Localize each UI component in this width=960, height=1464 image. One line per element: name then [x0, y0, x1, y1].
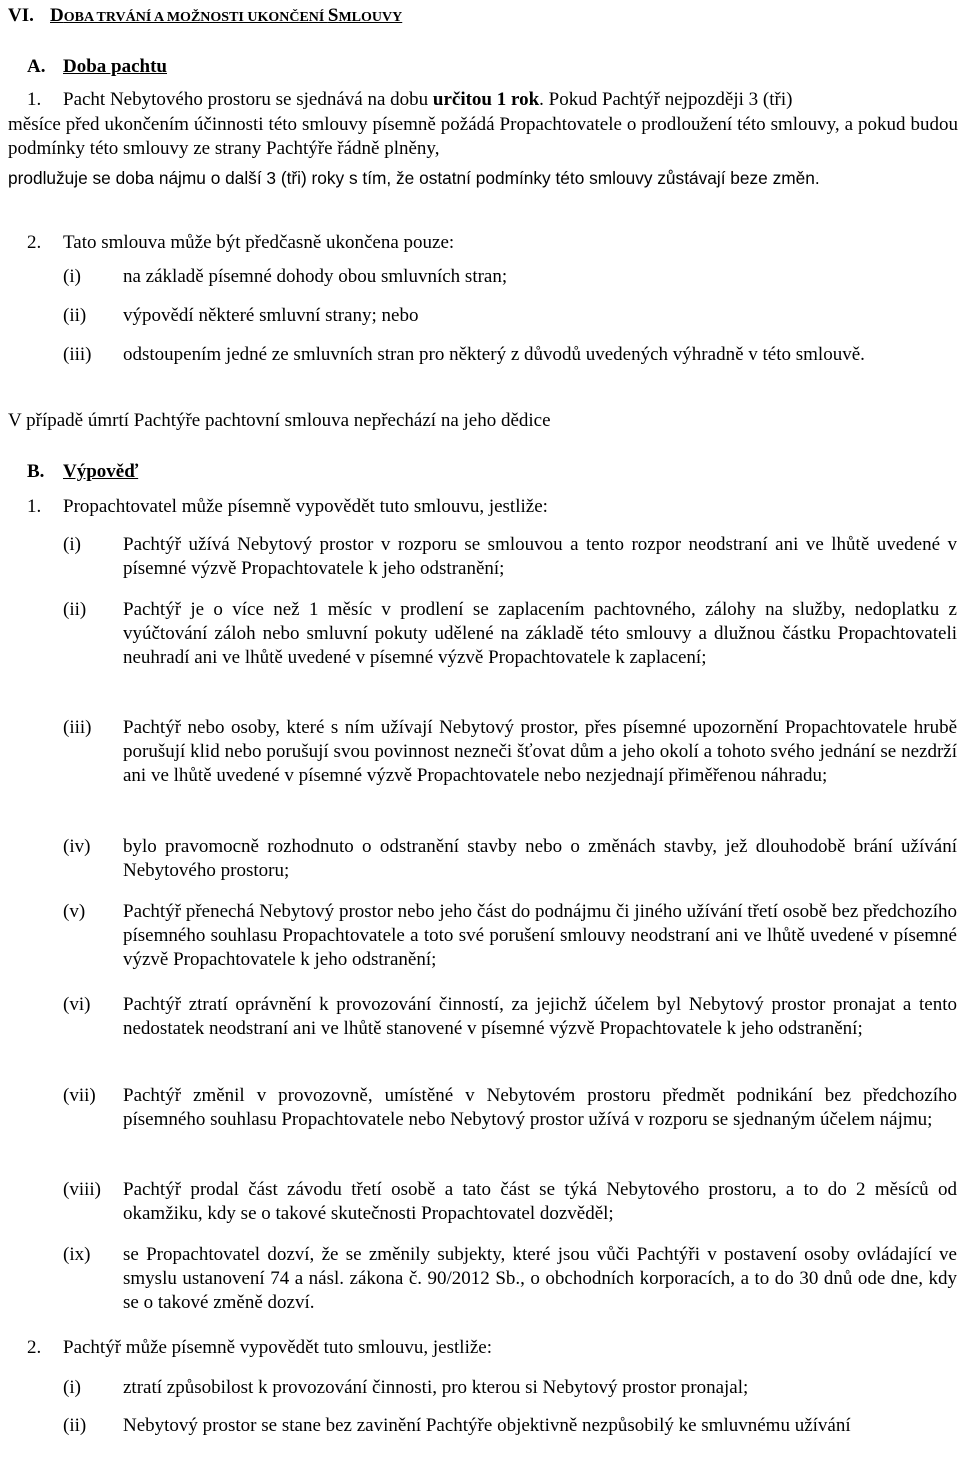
- item-marker: (i): [63, 1377, 81, 1398]
- list-item: [63, 304, 957, 328]
- item-marker: (ii): [63, 305, 87, 326]
- section-title-part: MLOUVY: [338, 10, 403, 25]
- clause-text: Pacht Nebytového prostoru se sjednává na dobu: [63, 89, 433, 110]
- clause-text: Propachtovatel může písemně vypovědět tuto smlouvu, jestliže:: [63, 496, 548, 517]
- item-marker: (i): [63, 534, 81, 555]
- item-marker: (vii): [63, 1085, 96, 1106]
- death-clause: V případě úmrtí Pachtýře pachtovní smlouva nepřechází na jeho dědice: [8, 410, 551, 431]
- item-text: Pachtýř změnil v provozovně, umístěné v Nebytovém prostoru předmět podnikání bez předchozího písemného souhlasu Propachtovatele nebo Nebytový prostor užívá v rozporu se sjednaným účelem nájmu;: [123, 1085, 957, 1130]
- section-title: [50, 5, 402, 26]
- list-item: [63, 716, 957, 788]
- item-text: Nebytový prostor se stane bez zavinění Pachtýře objektivně nezpůsobilý ke smluvnému užívání: [123, 1415, 851, 1436]
- list-item: [63, 533, 957, 581]
- item-text: Pachtýř nebo osoby, které s ním užívají Nebytový prostor, přes písemné upozornění Propachtovatele hrubě porušují klid nebo porušují svou povinnost nezneči šťovat dům a jeho okolí a tohoto svého jednání se nezdrží ani ve lhůtě uvedené v písemné výzvě Propachtovatele nebo nezjednají přiměřenou náhradu;: [123, 717, 957, 786]
- item-text: na základě písemné dohody obou smluvních stran;: [123, 266, 508, 287]
- clause-text: Pachtýř může písemně vypovědět tuto smlouvu, jestliže:: [63, 1337, 492, 1358]
- item-text: Pachtýř je o více než 1 měsíc v prodlení se zaplacením pachtovného, zálohy na služby, nedoplatku z vyúčtování záloh nebo smluvní pokuty udělené na základě této smlouvy a dlužnou částku Propachtovateli neuhradí ani ve lhůtě uvedené v písemné výzvě Propachtovatele k zaplacení;: [123, 599, 957, 668]
- item-marker: (iv): [63, 836, 91, 857]
- subsection-b-heading: [27, 460, 138, 484]
- list-item: [63, 265, 957, 289]
- clause-a1-first-line: [27, 88, 957, 112]
- list-item: [63, 598, 957, 670]
- list-item: [63, 1084, 957, 1132]
- section-title-part: S: [327, 5, 339, 26]
- clause-text: . Pokud Pachtýř nejpozději 3 (tři): [539, 89, 793, 110]
- clause-text-bold: určitou 1 rok: [432, 89, 540, 110]
- list-item: [63, 1376, 957, 1400]
- subsection-title: Doba pachtu: [63, 56, 167, 77]
- clause-b2: [27, 1336, 957, 1360]
- item-marker: (iii): [63, 717, 92, 738]
- item-text: ztratí způsobilost k provozování činnosti, pro kterou si Nebytový prostor pronajal;: [123, 1377, 749, 1398]
- clause-number: 1.: [27, 89, 42, 110]
- item-marker: (ix): [63, 1244, 91, 1265]
- item-text: Pachtýř přenechá Nebytový prostor nebo jeho část do podnájmu či jiného užívání třetí osobě bez předchozího písemného souhlasu Propachtovatele a toto své porušení smlouvy neodstraní ani ve lhůtě uvedené v písemné výzvě Propachtovatele k jeho odstranění;: [123, 901, 957, 970]
- clause-a1-continuation: měsíce před ukončením účinnosti této smlouvy písemně požádá Propachtovatele o prodloužení této smlouvy, a pokud budou podmínky této smlouvy ze strany Pachtýře řádně plněny,: [8, 114, 958, 159]
- list-item: [63, 343, 957, 367]
- clause-number: 1.: [27, 496, 42, 517]
- clause-a1-sans-continuation: prodlužuje se doba nájmu o další 3 (tři) roky s tím, že ostatní podmínky této smlouvy zůstávají beze změn.: [8, 168, 820, 188]
- item-marker: (vi): [63, 994, 91, 1015]
- list-item: [63, 1178, 957, 1226]
- item-text: Pachtýř prodal část závodu třetí osobě a tato část se týká Nebytového prostoru, a to do 2 měsíců od okamžiku, kdy se o takové skutečnosti Propachtovatel dozvěděl;: [123, 1179, 957, 1224]
- clause-text: Tato smlouva může být předčasně ukončena pouze:: [63, 232, 455, 253]
- list-item: [63, 900, 957, 972]
- item-marker: (i): [63, 266, 81, 287]
- item-text: odstoupením jedné ze smluvních stran pro některý z důvodů uvedených výhradně v této smlouvě.: [123, 344, 865, 365]
- list-item: [63, 1414, 957, 1438]
- clause-a2: [27, 231, 957, 255]
- section-title-part: OBA TRVÁNÍ A MOŽNOSTI UKONČENÍ: [63, 10, 328, 25]
- list-item: [63, 993, 957, 1041]
- item-text: Pachtýř užívá Nebytový prostor v rozporu se smlouvou a tento rozpor neodstraní ani ve lhůtě uvedené v písemné výzvě Propachtovatele k jeho odstranění;: [123, 534, 957, 579]
- clause-number: 2.: [27, 1337, 42, 1358]
- list-item: [63, 835, 957, 883]
- section-title-part: D: [50, 5, 64, 26]
- item-text: bylo pravomocně rozhodnuto o odstranění stavby nebo o změnách stavby, jež dlouhodobě brání užívání Nebytového prostoru;: [123, 836, 957, 881]
- subsection-title: Výpověď: [63, 461, 139, 482]
- item-text: Pachtýř ztratí oprávnění k provozování činností, za jejichž účelem byl Nebytový prostor pronajat a tento nedostatek neodstraní ani ve lhůtě stanovené v písemné výzvě Propachtovatele k jeho odstranění;: [123, 994, 957, 1039]
- item-text: výpovědí některé smluvní strany; nebo: [123, 305, 419, 326]
- item-marker: (viii): [63, 1179, 101, 1200]
- section-number: VI.: [8, 5, 34, 26]
- item-marker: (iii): [63, 344, 92, 365]
- section-heading: [8, 4, 402, 30]
- subsection-a-heading: [27, 55, 167, 79]
- subsection-letter: B.: [27, 461, 45, 482]
- item-marker: (ii): [63, 599, 87, 620]
- item-text: se Propachtovatel dozví, že se změnily subjekty, které jsou vůči Pachtýři v postavení osoby ovládající ve smyslu ustanovení 74 a násl. zákona č. 90/2012 Sb., o obchodních korporacích, a to do 30 dnů ode dne, kdy se o takové změně dozví.: [123, 1244, 957, 1313]
- clause-number: 2.: [27, 232, 42, 253]
- subsection-letter: A.: [27, 56, 46, 77]
- clause-b1: [27, 495, 957, 519]
- item-marker: (v): [63, 901, 86, 922]
- list-item: [63, 1243, 957, 1315]
- item-marker: (ii): [63, 1415, 87, 1436]
